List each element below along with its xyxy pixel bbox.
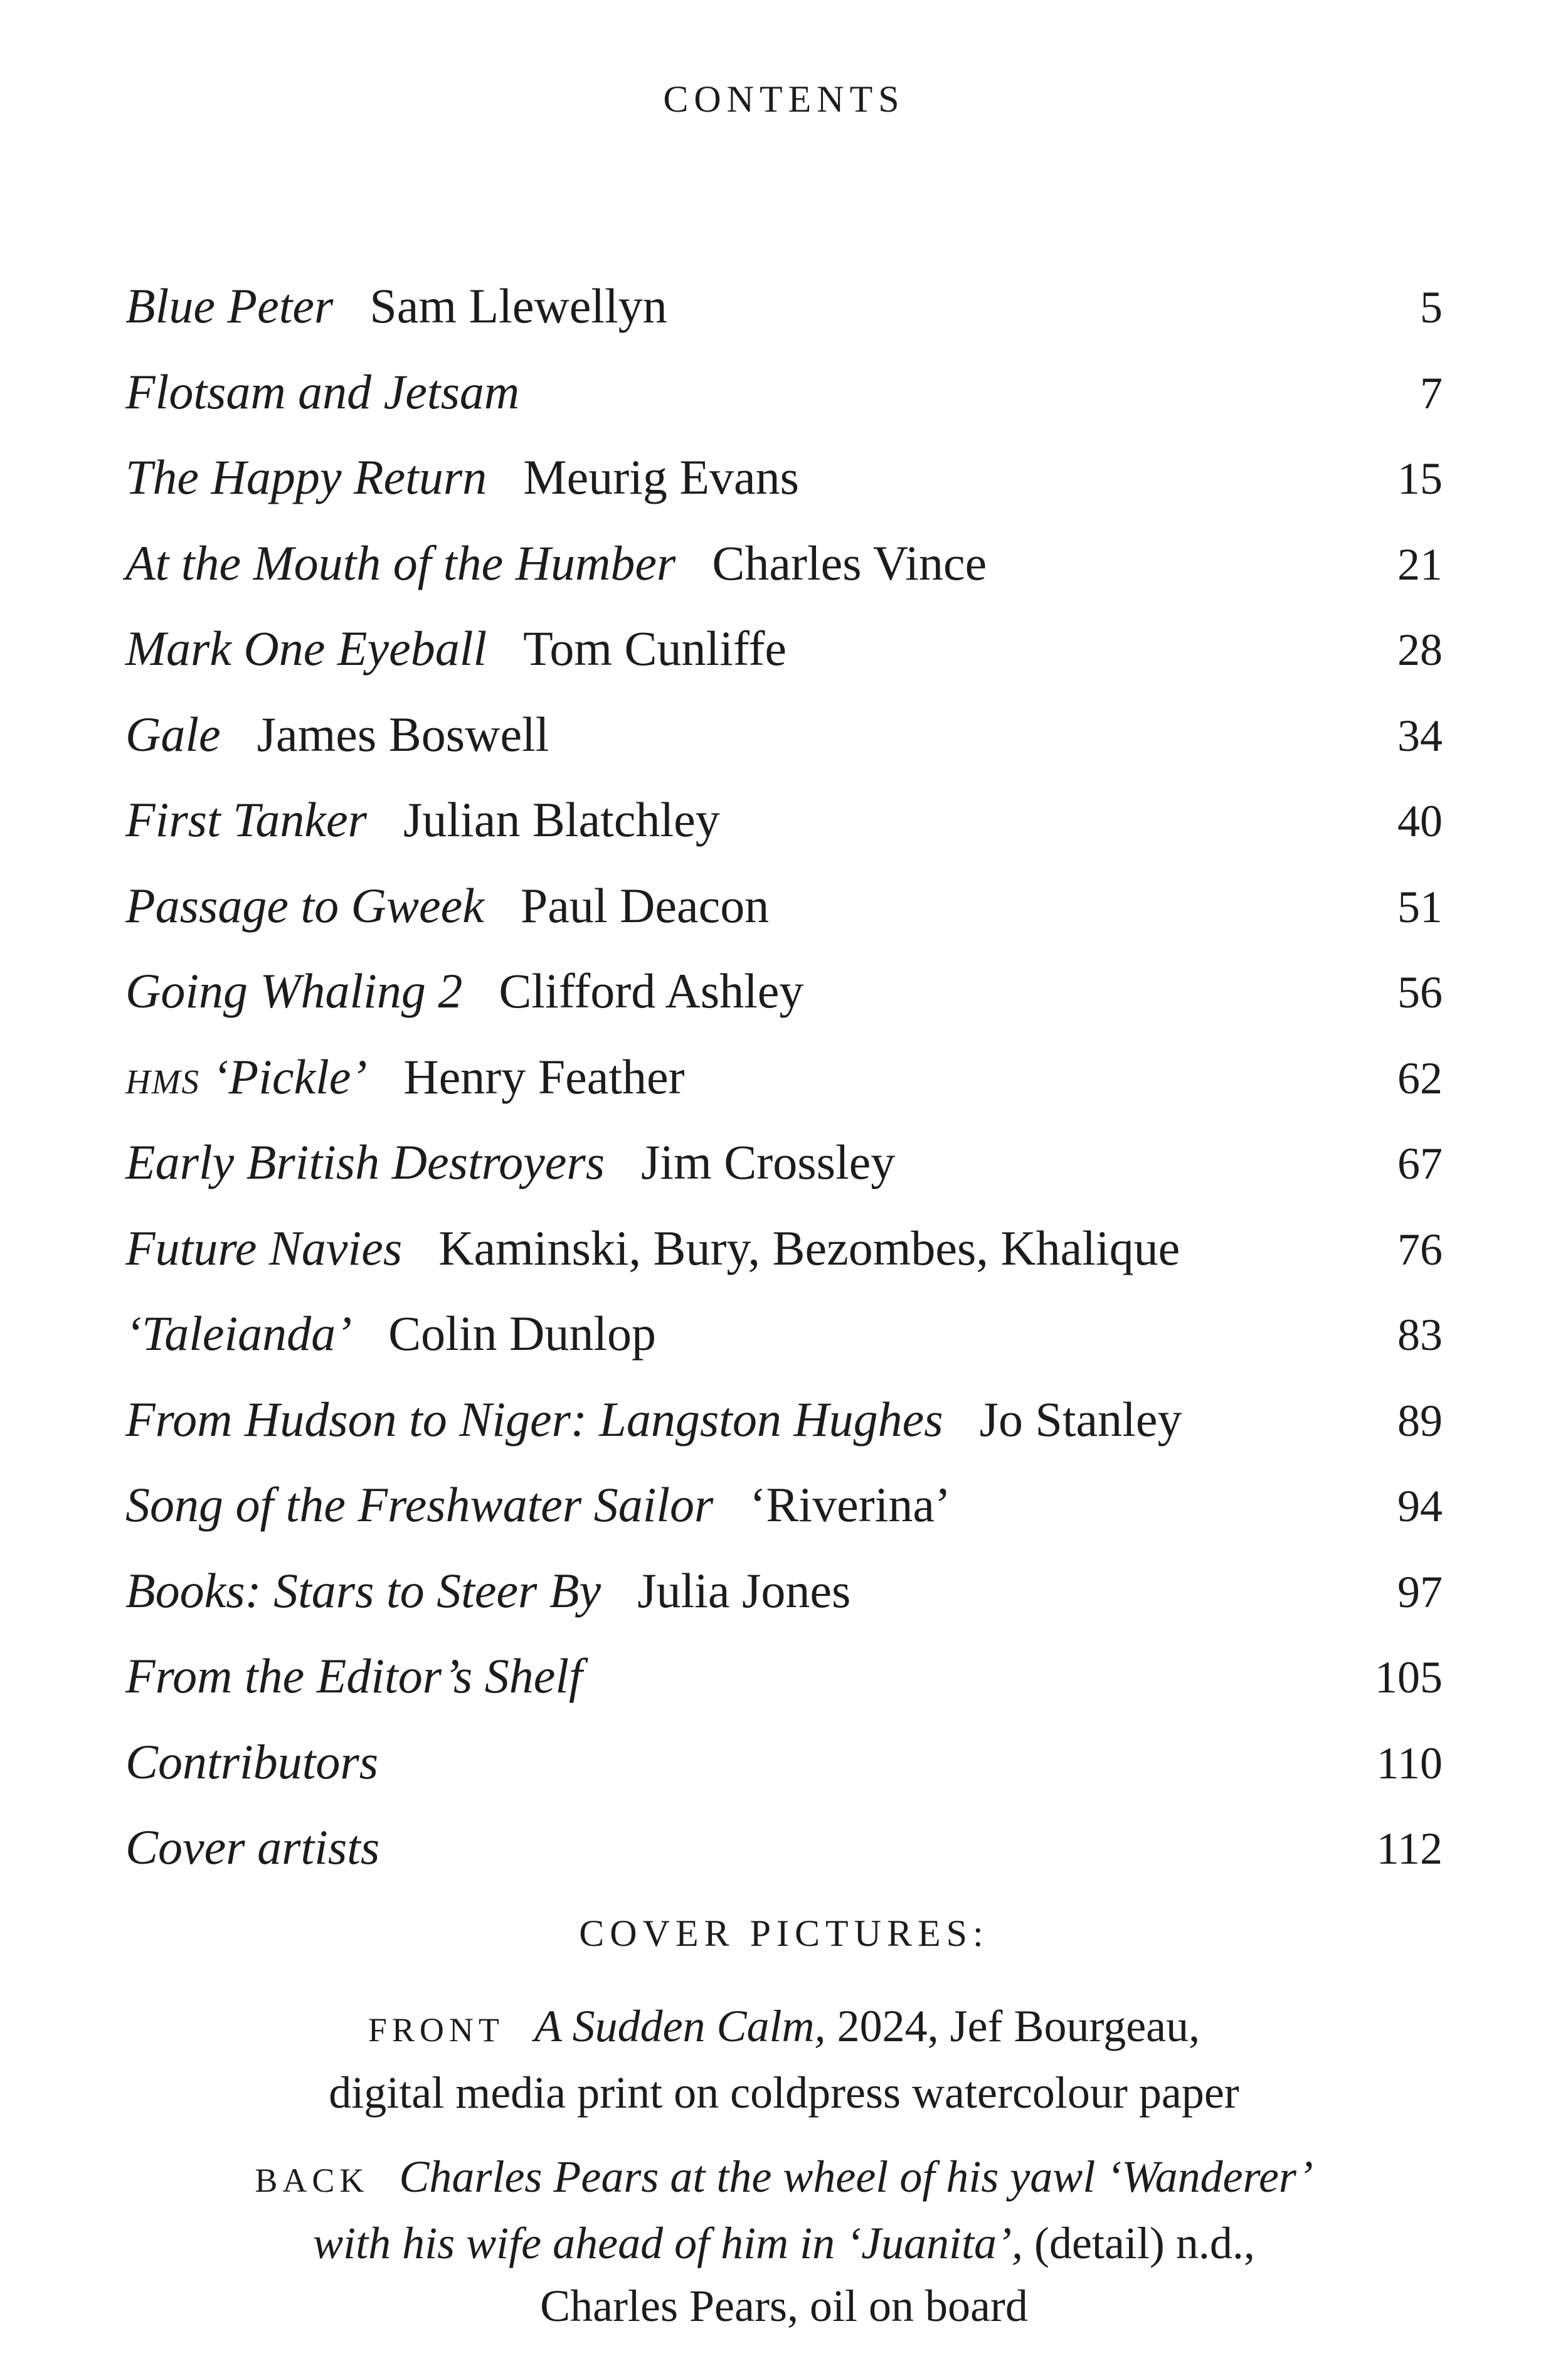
toc-entry-page: 15 bbox=[1397, 454, 1443, 504]
toc-entry-title: At the Mouth of the Humber bbox=[125, 535, 676, 590]
toc-entry-page: 28 bbox=[1397, 625, 1443, 675]
toc-entry[interactable] bbox=[125, 361, 1443, 447]
back-cover-caption bbox=[0, 2145, 1568, 2337]
page-heading: CONTENTS bbox=[663, 78, 905, 120]
toc-entry-author: Tom Cunliffe bbox=[523, 621, 787, 676]
toc-entry-title: Mark One Eyeball bbox=[125, 621, 487, 676]
toc-entry-author: Colin Dunlop bbox=[388, 1306, 657, 1361]
toc-entry-title: The Happy Return bbox=[125, 450, 487, 504]
toc-entry-author: Julia Jones bbox=[637, 1563, 851, 1618]
toc-entry-page: 40 bbox=[1397, 796, 1443, 846]
back-cover-title-cont: with his wife ahead of him in ‘Juanita’, bbox=[313, 2218, 1024, 2268]
toc-entry-author: ‘Riverina’ bbox=[750, 1477, 951, 1532]
back-cover-title: Charles Pears at the wheel of his yawl ‘Wanderer’ bbox=[399, 2152, 1313, 2202]
toc-entry-title: From Hudson to Niger: Langston Hughes bbox=[125, 1391, 943, 1447]
toc-entry[interactable] bbox=[125, 275, 1443, 361]
front-cover-details: 2024, Jef Bourgeau, bbox=[837, 2001, 1200, 2051]
table-of-contents bbox=[125, 275, 1443, 1902]
toc-entry[interactable] bbox=[125, 703, 1443, 789]
toc-entry[interactable] bbox=[125, 1816, 1443, 1902]
toc-entry[interactable] bbox=[125, 1731, 1443, 1817]
toc-entry-page: 83 bbox=[1397, 1310, 1443, 1360]
toc-entry-page: 5 bbox=[1420, 282, 1443, 332]
toc-entry-author: James Boswell bbox=[257, 706, 549, 762]
toc-entry-title: Cover artists bbox=[125, 1820, 380, 1874]
toc-entry-title: Future Navies bbox=[125, 1220, 403, 1275]
toc-entry-author: Kaminski, Bury, Bezombes, Khalique bbox=[438, 1220, 1180, 1275]
toc-entry[interactable] bbox=[125, 1131, 1443, 1217]
toc-entry[interactable] bbox=[125, 446, 1443, 532]
back-cover-line-2 bbox=[0, 2212, 1568, 2275]
toc-entry[interactable] bbox=[125, 1559, 1443, 1645]
toc-entry-author: Meurig Evans bbox=[523, 450, 799, 504]
back-cover-details: (detail) n.d., bbox=[1034, 2218, 1255, 2268]
toc-entry-page: 34 bbox=[1397, 710, 1443, 761]
toc-entry-page: 110 bbox=[1376, 1738, 1443, 1788]
toc-entry[interactable] bbox=[125, 1388, 1443, 1474]
front-cover-line-2: digital media print on coldpress watercolour paper bbox=[329, 2068, 1239, 2118]
toc-entry[interactable] bbox=[125, 1046, 1443, 1132]
back-cover-line-1 bbox=[0, 2145, 1568, 2212]
toc-entry[interactable] bbox=[125, 617, 1443, 703]
toc-entry-page: 105 bbox=[1375, 1652, 1443, 1702]
toc-entry-title: First Tanker bbox=[125, 792, 368, 847]
toc-entry-title-name: ‘Pickle’ bbox=[212, 1049, 368, 1104]
back-cover-label: BACK bbox=[255, 2162, 369, 2199]
toc-entry-page: 89 bbox=[1397, 1395, 1443, 1446]
toc-entry-title: Books: Stars to Steer By bbox=[125, 1563, 601, 1618]
toc-entry[interactable] bbox=[125, 874, 1443, 960]
toc-entry[interactable] bbox=[125, 789, 1443, 874]
toc-entry-author: Jim Crossley bbox=[641, 1135, 896, 1189]
back-cover-line-3: Charles Pears, oil on board bbox=[540, 2281, 1028, 2331]
front-cover-line-1 bbox=[0, 1995, 1568, 2061]
toc-entry-title-prefix: hms bbox=[125, 1049, 201, 1104]
toc-entry-author: Henry Feather bbox=[403, 1049, 685, 1104]
toc-entry[interactable] bbox=[125, 532, 1443, 618]
toc-entry-page: 76 bbox=[1397, 1224, 1443, 1275]
toc-entry-title: Blue Peter bbox=[125, 279, 334, 333]
toc-entry-page: 97 bbox=[1397, 1566, 1443, 1617]
toc-entry-title: ‘Taleianda’ bbox=[125, 1306, 352, 1361]
toc-entry-author: Clifford Ashley bbox=[499, 964, 804, 1018]
toc-entry-page: 51 bbox=[1397, 881, 1443, 932]
toc-entry-title bbox=[125, 1046, 367, 1108]
toc-entry[interactable] bbox=[125, 1302, 1443, 1388]
toc-entry[interactable] bbox=[125, 1474, 1443, 1559]
toc-entry-title: Passage to Gweek bbox=[125, 878, 484, 933]
toc-entry-title: Going Whaling 2 bbox=[125, 964, 463, 1018]
toc-entry-page: 67 bbox=[1397, 1139, 1443, 1189]
toc-entry-page: 62 bbox=[1397, 1053, 1443, 1103]
toc-entry-author: Paul Deacon bbox=[520, 878, 770, 933]
front-cover-caption bbox=[0, 1995, 1568, 2124]
toc-entry-author: Julian Blatchley bbox=[403, 792, 720, 847]
toc-entry-title: Gale bbox=[125, 706, 221, 762]
toc-entry-author: Sam Llewellyn bbox=[369, 279, 667, 333]
toc-entry-page: 56 bbox=[1397, 967, 1443, 1017]
toc-entry-title: Song of the Freshwater Sailor bbox=[125, 1477, 714, 1532]
toc-entry-page: 7 bbox=[1420, 368, 1443, 418]
toc-entry-page: 94 bbox=[1397, 1481, 1443, 1531]
toc-entry[interactable] bbox=[125, 1645, 1443, 1731]
toc-entry[interactable] bbox=[125, 1217, 1443, 1303]
toc-entry-title: Flotsam and Jetsam bbox=[125, 364, 520, 419]
front-cover-label: FRONT bbox=[368, 2011, 504, 2049]
cover-pictures-heading: COVER PICTURES: bbox=[579, 1913, 989, 1954]
front-cover-title: A Sudden Calm, bbox=[534, 2001, 826, 2051]
toc-entry-title: Contributors bbox=[125, 1734, 379, 1789]
toc-entry-page: 112 bbox=[1376, 1824, 1443, 1874]
toc-entry-title: From the Editor’s Shelf bbox=[125, 1649, 583, 1703]
toc-entry-page: 21 bbox=[1397, 539, 1443, 590]
toc-entry-author: Jo Stanley bbox=[979, 1391, 1182, 1447]
toc-entry[interactable] bbox=[125, 960, 1443, 1046]
toc-entry-title: Early British Destroyers bbox=[125, 1135, 605, 1189]
toc-entry-author: Charles Vince bbox=[712, 535, 987, 590]
